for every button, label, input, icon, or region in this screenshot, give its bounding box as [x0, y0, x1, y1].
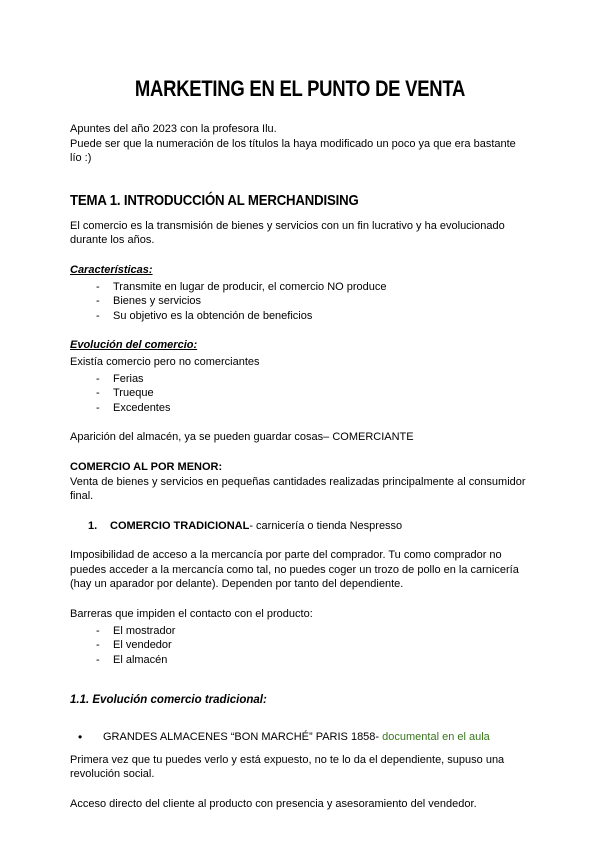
label-caracteristicas: Características:: [70, 263, 153, 276]
barreras-list: [96, 624, 530, 668]
paragraph-por-menor: Venta de bienes y servicios en pequeñas cantidades realizadas principalmente al consumidor final.: [70, 475, 526, 503]
numbered-item-text: [110, 519, 402, 534]
comercio-tradicional-suffix: - carnicería o tienda Nespresso: [249, 519, 403, 532]
documental-link[interactable]: documental en el aula: [382, 731, 490, 744]
bullet-item-bon-marche: [78, 730, 530, 745]
list-item-text: - Bienes y servicios: [113, 295, 202, 308]
list-item: [96, 372, 530, 387]
subsection-heading-evolucion-tradicional: 1.1. Evolución comercio tradicional:: [70, 694, 267, 707]
paragraph-comercio-intro: El comercio es la transmisión de bienes y servicios con un fin lucrativo y ha evolucionado durante los años.: [70, 219, 505, 247]
list-item: [96, 309, 530, 324]
list-item: [96, 386, 530, 401]
document-title: MARKETING EN EL PUNTO DE VENTA: [134, 76, 466, 101]
bon-marche-text: GRANDES ALMACENES “BON MARCHÉ” PARIS 1858-: [103, 731, 380, 744]
paragraph-existia-comercio: Existía comercio pero no comerciantes: [70, 355, 260, 368]
list-item-text: - El almacén: [113, 653, 168, 666]
paragraph-imposibilidad: Imposibilidad de acceso a la mercancía por parte del comprador. Tu como comprador no puedes acceder a la mercancía como tal, no puedes coger un trozo de pollo en la carnicería (hay un aparador por delante). Dependen por tanto del dependiente.: [70, 549, 519, 591]
list-number: 1.: [88, 519, 98, 532]
intro-line-1: Apuntes del año 2023 con la profesora Ilu.: [70, 123, 277, 135]
paragraph-aparicion-almacen: Aparición del almacén, ya se pueden guardar cosas– COMERCIANTE: [70, 431, 414, 444]
list-item-text: - Su objetivo es la obtención de beneficios: [113, 309, 313, 322]
numbered-item-comercio-tradicional: [88, 519, 530, 534]
list-item-text: - El mostrador: [113, 624, 176, 637]
paragraph-acceso-directo: Acceso directo del cliente al producto con presencia y asesoramiento del vendedor.: [70, 797, 477, 810]
caracteristicas-list: [96, 280, 530, 324]
paragraph-primera-vez: Primera vez que tu puedes verlo y está expuesto, no te lo da el dependiente, supuso una revolución social.: [70, 753, 505, 781]
list-item-text: - Trueque: [113, 387, 154, 400]
label-evolucion-comercio: Evolución del comercio:: [70, 339, 198, 352]
list-item: [96, 280, 530, 295]
comercio-tradicional-label: COMERCIO TRADICIONAL: [110, 519, 250, 532]
list-item-text: - Excedentes: [113, 401, 171, 414]
list-item-text: - Ferias: [113, 372, 144, 385]
list-item: [96, 653, 530, 668]
intro-line-2: Puede ser que la numeración de los títulos la haya modificado un poco ya que era bastante lío :): [70, 137, 516, 165]
label-comercio-por-menor: COMERCIO AL POR MENOR:: [70, 460, 223, 473]
list-item: [96, 401, 530, 416]
list-item: [96, 294, 530, 309]
list-item: [96, 624, 530, 639]
list-item: [96, 638, 530, 653]
section-heading-tema1: TEMA 1. INTRODUCCIÓN AL MERCHANDISING: [70, 191, 359, 209]
list-item-text: - El vendedor: [113, 639, 172, 652]
bullet-item-text: [103, 730, 490, 745]
evolucion-list: [96, 372, 530, 416]
label-barreras: Barreras que impiden el contacto con el producto:: [70, 608, 313, 621]
list-item-text: - Transmite en lugar de producir, el comercio NO produce: [113, 280, 387, 293]
